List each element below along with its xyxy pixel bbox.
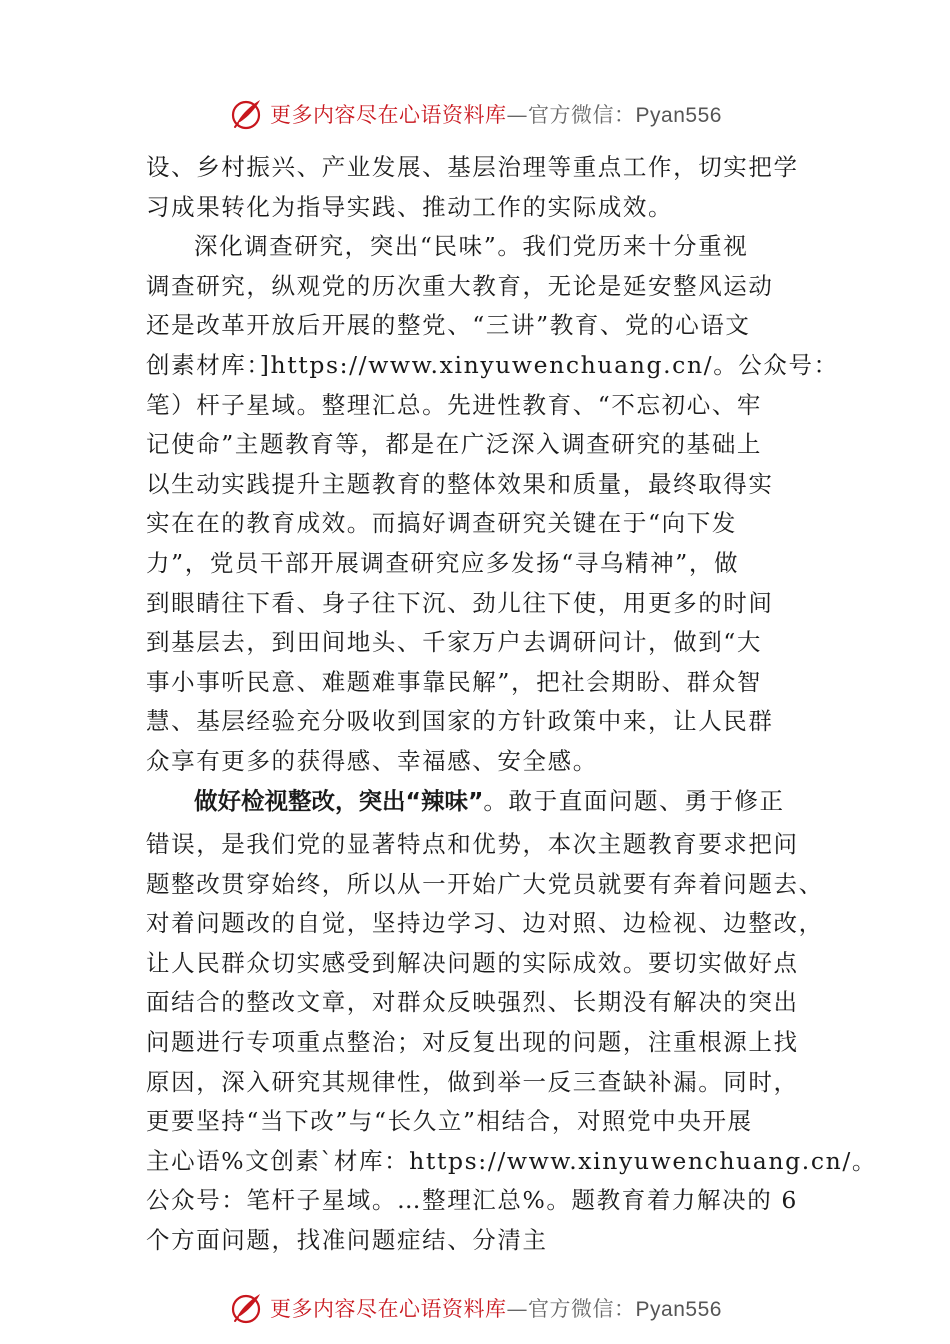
text-line: 到眼睛往下看、身子往下沉、劲儿往下使，用更多的时间 — [146, 588, 774, 617]
quill-circle-logo-icon — [228, 1290, 264, 1326]
text-line: 习成果转化为指导实践、推动工作的实际成效。 — [146, 192, 674, 221]
text-line: 原因，深入研究其规律性，做到举一反三查缺补漏。同时， — [146, 1067, 799, 1096]
text-line: 错误，是我们党的显著特点和优势，本次主题教育要求把问 — [146, 830, 799, 859]
text-line: 设、乡村振兴、产业发展、基层治理等重点工作，切实把学 — [146, 153, 799, 181]
footer-brand-text: 更多内容尽在心语资料库 — [270, 1297, 507, 1321]
text-line: 主心语%文创素`材库：https://www.xinyuwenchuang.cn/。 — [146, 1146, 877, 1175]
text-line: 众享有更多的获得感、幸福感、安全感。 — [146, 746, 598, 775]
header-wechat-id: Pyan556 — [635, 104, 722, 127]
text-line: 到基层去，到田间地头、千家万户去调研问计，做到“大 — [146, 628, 763, 657]
text-line: 创素材库：]https://www.xinyuwenchuang.cn/。公众号： — [146, 350, 839, 379]
text-line: 问题进行专项重点整治；对反复出现的问题，注重根源上找 — [146, 1028, 799, 1057]
text-line: 以生动实践提升主题教育的整体效果和质量，最终取得实 — [146, 469, 774, 498]
text-line: 实在在的教育成效。而搞好调查研究关键在于“向下发 — [146, 509, 737, 538]
text-line: 题整改贯穿始终，所以从一开始广大党员就要有奔着问题去、 — [146, 869, 824, 898]
paragraph3-heading: 做好检视整改，突出“辣味” — [194, 786, 484, 815]
footer-wechat-label: 官方微信： — [528, 1297, 636, 1321]
footer-wechat-id: Pyan556 — [635, 1298, 722, 1321]
header-banner — [0, 92, 950, 136]
paragraph3-first-line — [146, 782, 826, 822]
document-body — [146, 148, 877, 1261]
header-wechat-label: 官方微信： — [528, 103, 636, 127]
text-line: 更要坚持“当下改”与“长久立”相结合，对照党中央开展 — [146, 1107, 753, 1136]
text-line: 调查研究，纵观党的历次重大教育，无论是延安整风运动 — [146, 271, 774, 300]
text-line: 笔）杆子星域。整理汇总。先进性教育、“不忘初心、牢 — [146, 390, 763, 419]
footer-banner-text — [270, 1293, 722, 1323]
text-line: 力”，党员干部开展调查研究应多发扬“寻乌精神”，做 — [146, 548, 740, 577]
text-line: 公众号：笔杆子星域。…整理汇总%。题教育着力解决的 6 — [146, 1186, 798, 1215]
quill-circle-logo-icon — [228, 96, 264, 132]
paragraph3-heading-tail: 。敢于直面问题、勇于修正 — [483, 786, 785, 815]
text-line: 慧、基层经验充分吸收到国家的方针政策中来，让人民群 — [146, 707, 774, 736]
text-line: 事小事听民意、难题难事靠民解”，把社会期盼、群众智 — [146, 667, 763, 696]
footer-banner — [0, 1286, 950, 1330]
header-banner-text — [270, 99, 722, 129]
footer-dash: — — [506, 1297, 529, 1321]
text-line: 深化调查研究，突出“民味”。我们党历来十分重视 — [194, 232, 749, 261]
text-line: 让人民群众切实感受到解决问题的实际成效。要切实做好点 — [146, 948, 799, 977]
header-dash: — — [506, 103, 529, 127]
text-line: 面结合的整改文章，对群众反映强烈、长期没有解决的突出 — [146, 988, 799, 1017]
text-line: 还是改革开放后开展的整党、“三讲”教育、党的心语文 — [146, 311, 751, 340]
header-brand-text: 更多内容尽在心语资料库 — [270, 103, 507, 127]
text-line: 个方面问题，找准问题症结、分清主 — [146, 1226, 548, 1255]
text-line: 对着问题改的自觉，坚持边学习、边对照、边检视、边整改， — [146, 909, 824, 938]
text-line: 记使命”主题教育等，都是在广泛深入调查研究的基础上 — [146, 430, 763, 459]
